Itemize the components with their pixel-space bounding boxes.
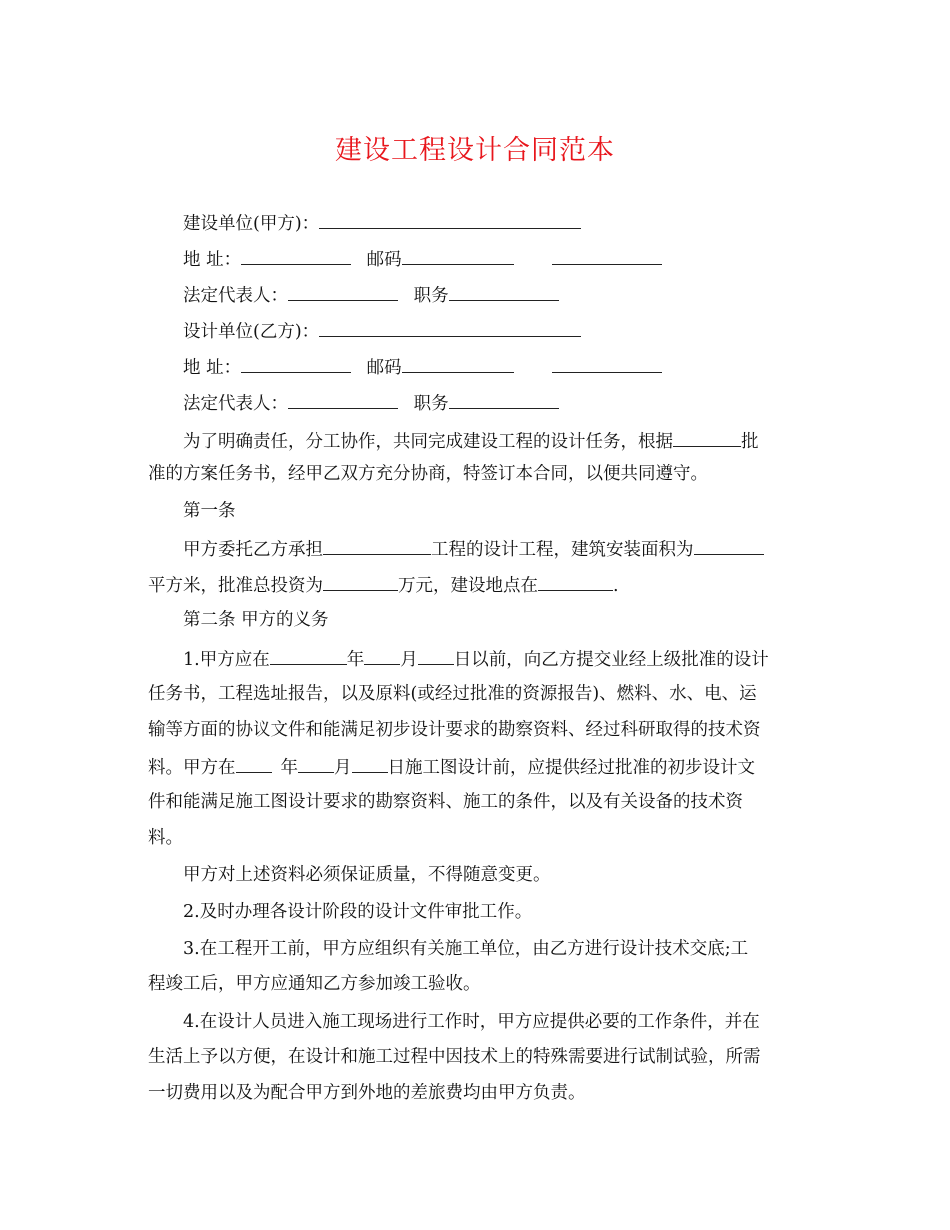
postcode-blank[interactable] xyxy=(402,246,514,265)
article-text: 工程的设计工程，建筑安装面积为 xyxy=(431,540,694,560)
preamble-line-2: 准的方案任务书，经甲乙双方充分协商，特签订本合同，以便共同遵守。 xyxy=(148,464,708,484)
extra-blank[interactable] xyxy=(552,354,662,373)
item-1-line-4 xyxy=(148,754,803,780)
article-text: 甲方委托乙方承担 xyxy=(183,540,323,560)
address-blank[interactable] xyxy=(241,246,351,265)
year-label: 年 xyxy=(346,650,365,670)
employer-label: 建设单位(甲方)： xyxy=(183,214,320,234)
item-4-line-1: 4.在设计人员进入施工现场进行工作时，甲方应提供必要的工作条件，并在 xyxy=(183,1012,760,1032)
item-1-line-2: 任务书，工程选址报告，以及原料(或经过批准的资源报告)、燃料、水、电、运 xyxy=(148,684,757,704)
position-blank[interactable] xyxy=(449,390,559,409)
article-1-line-2 xyxy=(148,572,803,598)
item-4-line-3: 一切费用以及为配合甲方到外地的差旅费均由甲方负责。 xyxy=(148,1083,586,1103)
position-label: 职务 xyxy=(413,394,449,414)
employer-address-line xyxy=(183,246,838,272)
approval-authority-blank[interactable] xyxy=(673,428,741,447)
document-title: 建设工程设计合同范本 xyxy=(335,135,615,166)
article-text: 平方米，批准总投资为 xyxy=(148,576,323,596)
preamble-text: 批 xyxy=(741,432,759,452)
preamble-line-1 xyxy=(183,428,838,454)
article-1-line-1 xyxy=(183,536,838,562)
year-blank[interactable] xyxy=(270,646,347,665)
designer-rep-line xyxy=(183,390,838,416)
day-blank[interactable] xyxy=(418,646,454,665)
postcode-label: 邮码 xyxy=(366,358,402,378)
quality-note: 甲方对上述资料必须保证质量，不得随意变更。 xyxy=(183,865,551,885)
designer-blank[interactable] xyxy=(319,318,581,337)
article-1-heading: 第一条 xyxy=(183,501,236,521)
item-3-line-2: 程竣工后，甲方应通知乙方参加竣工验收。 xyxy=(148,974,481,994)
item-text: 日以前，向乙方提交业经上级批准的设计 xyxy=(453,650,769,670)
item-3-line-1: 3.在工程开工前，甲方应组织有关施工单位，由乙方进行设计技术交底;工 xyxy=(183,939,749,959)
address-label: 地 址： xyxy=(183,250,242,270)
day-blank[interactable] xyxy=(352,754,388,773)
postcode-label: 邮码 xyxy=(366,250,402,270)
employer-blank[interactable] xyxy=(319,210,581,229)
rep-label: 法定代表人： xyxy=(183,286,288,306)
item-4-line-2: 生活上予以方便，在设计和施工过程中因技术上的特殊需要进行试制试验，所需 xyxy=(148,1047,761,1067)
area-blank[interactable] xyxy=(694,536,764,555)
item-text: 1.甲方应在 xyxy=(183,650,270,670)
address-label: 地 址： xyxy=(183,358,242,378)
month-label: 月 xyxy=(400,650,418,670)
month-blank[interactable] xyxy=(364,646,400,665)
extra-blank[interactable] xyxy=(552,246,662,265)
position-label: 职务 xyxy=(413,286,449,306)
designer-line xyxy=(183,318,838,344)
rep-blank[interactable] xyxy=(288,282,398,301)
article-text: 万元，建设地点在 xyxy=(398,576,538,596)
designer-label: 设计单位(乙方)： xyxy=(183,322,320,342)
investment-blank[interactable] xyxy=(323,572,398,591)
year-blank[interactable] xyxy=(236,754,272,773)
month-label: 月 xyxy=(334,758,352,778)
rep-label: 法定代表人： xyxy=(183,394,288,414)
designer-address-line xyxy=(183,354,838,380)
year-label: 年 xyxy=(280,758,298,778)
article-text: . xyxy=(613,576,619,596)
item-2: 2.及时办理各设计阶段的设计文件审批工作。 xyxy=(183,902,533,922)
item-1-line-3: 输等方面的协议文件和能满足初步设计要求的勘察资料、经过科研取得的技术资 xyxy=(148,720,761,740)
position-blank[interactable] xyxy=(449,282,559,301)
item-text: 日施工图设计前，应提供经过批准的初步设计文 xyxy=(387,758,755,778)
month-blank[interactable] xyxy=(298,754,334,773)
item-1-line-6: 料。 xyxy=(148,828,183,848)
employer-rep-line xyxy=(183,282,838,308)
item-1-line-1 xyxy=(183,646,838,672)
address-blank[interactable] xyxy=(241,354,351,373)
employer-line xyxy=(183,210,838,236)
postcode-blank[interactable] xyxy=(402,354,514,373)
location-blank[interactable] xyxy=(538,572,613,591)
article-2-heading: 第二条 甲方的义务 xyxy=(183,610,329,630)
item-1-line-5: 件和能满足施工图设计要求的勘察资料、施工的条件，以及有关设备的技术资 xyxy=(148,792,743,812)
item-text: 料。甲方在 xyxy=(148,758,236,778)
rep-blank[interactable] xyxy=(288,390,398,409)
preamble-text: 为了明确责任，分工协作，共同完成建设工程的设计任务，根据 xyxy=(183,432,673,452)
project-name-blank[interactable] xyxy=(323,536,431,555)
